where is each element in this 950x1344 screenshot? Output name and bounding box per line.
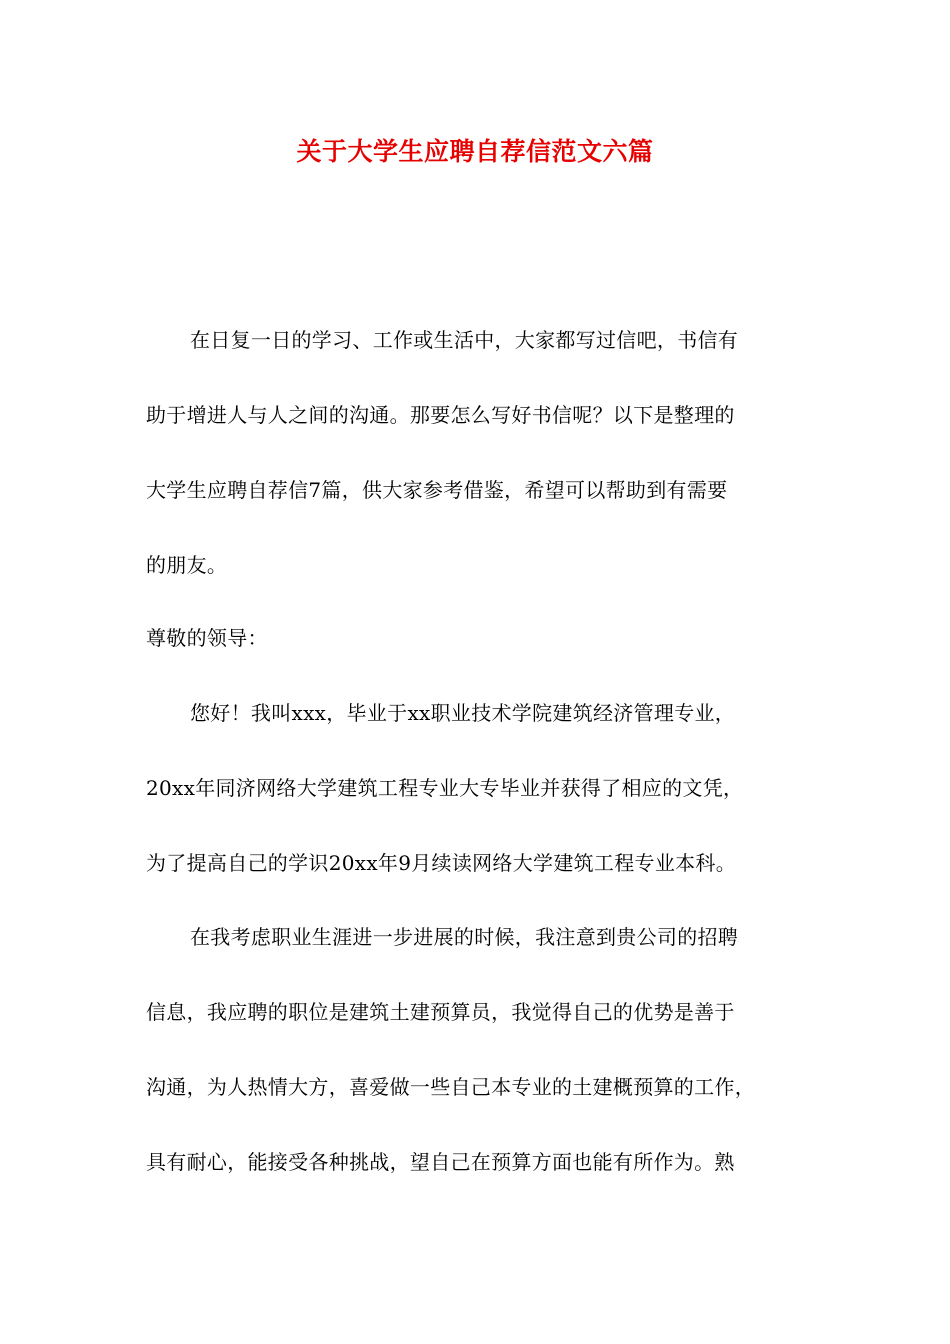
paragraph-line: 20xx年同济网络大学建筑工程专业大专毕业并获得了相应的文凭， xyxy=(146,776,744,800)
paragraph-line: 大学生应聘自荐信7篇，供大家参考借鉴，希望可以帮助到有需要 xyxy=(146,478,728,502)
paragraph-line: 信息，我应聘的职位是建筑土建预算员，我觉得自己的优势是善于 xyxy=(146,1000,735,1024)
paragraph-line: 沟通，为人热情大方，喜爱做一些自己本专业的土建概预算的工作， xyxy=(146,1075,755,1099)
paragraph-line: 的朋友。 xyxy=(146,553,228,577)
document-title: 关于大学生应聘自荐信范文六篇 xyxy=(296,137,654,166)
paragraph-line: 具有耐心，能接受各种挑战，望自己在预算方面也能有所作为。熟 xyxy=(146,1150,735,1174)
paragraph-line: 您好！我叫xxx，毕业于xx职业技术学院建筑经济管理专业， xyxy=(190,701,736,725)
paragraph-line: 在我考虑职业生涯进一步进展的时候，我注意到贵公司的招聘 xyxy=(190,925,739,949)
paragraph-line: 助于增进人与人之间的沟通。那要怎么写好书信呢？以下是整理的 xyxy=(146,403,735,427)
paragraph-line: 为了提高自己的学识20xx年9月续读网络大学建筑工程专业本科。 xyxy=(146,851,737,875)
paragraph-line: 在日复一日的学习、工作或生活中，大家都写过信吧，书信有 xyxy=(190,328,739,352)
salutation: 尊敬的领导： xyxy=(146,626,268,650)
